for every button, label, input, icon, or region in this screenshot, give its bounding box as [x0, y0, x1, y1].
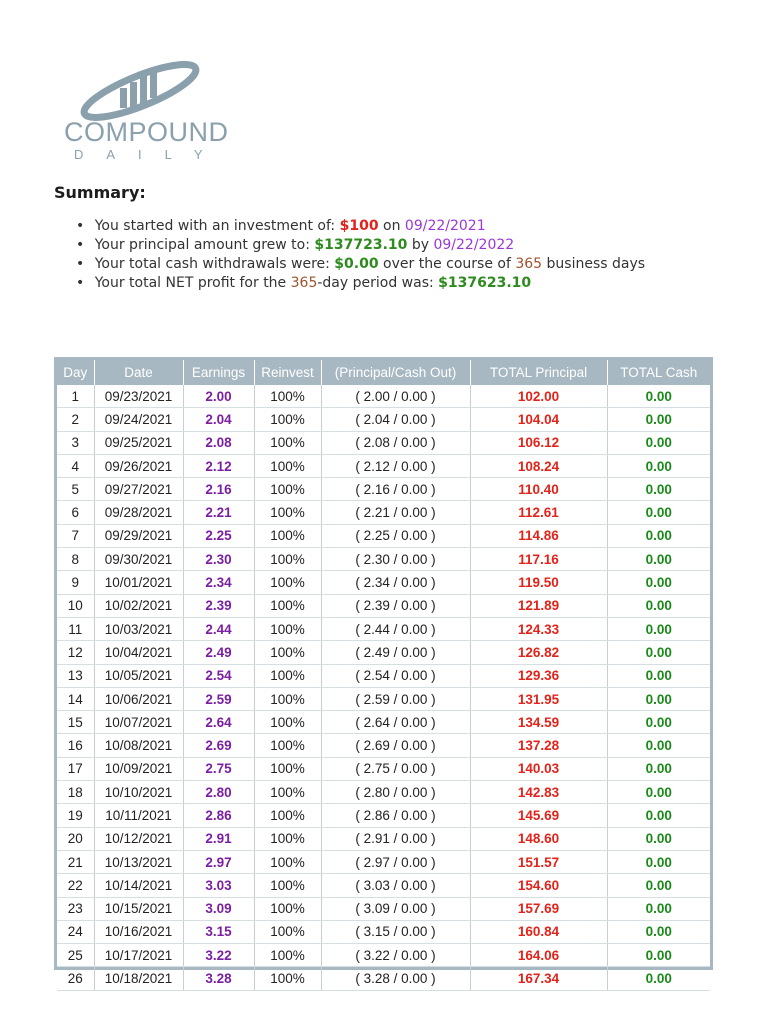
cell-total-principal: 126.82	[470, 641, 607, 664]
start-amount: $100	[339, 218, 379, 234]
table-row	[57, 478, 710, 501]
summary-text: Your total cash withdrawals were:	[94, 256, 335, 272]
cell-earnings: 3.28	[183, 967, 254, 990]
cell-principal-cash-out: ( 2.25 / 0.00 )	[321, 524, 470, 547]
cell-total-principal: 119.50	[470, 571, 607, 594]
summary-title: Summary:	[54, 183, 146, 202]
table-row	[57, 850, 710, 873]
cell-date: 09/28/2021	[94, 501, 183, 524]
cell-reinvest: 100%	[254, 408, 321, 431]
cell-reinvest: 100%	[254, 524, 321, 547]
table-row	[57, 408, 710, 431]
table-row	[57, 711, 710, 734]
cell-principal-cash-out: ( 2.16 / 0.00 )	[321, 478, 470, 501]
start-date: 09/22/2021	[404, 218, 486, 234]
cell-day: 13	[57, 664, 94, 687]
cell-date: 10/04/2021	[94, 641, 183, 664]
header-principal-cash-out: (Principal/Cash Out)	[321, 360, 470, 385]
table-row	[57, 687, 710, 710]
cell-day: 15	[57, 711, 94, 734]
cell-earnings: 2.34	[183, 571, 254, 594]
cell-date: 10/16/2021	[94, 920, 183, 943]
cell-total-cash: 0.00	[607, 594, 710, 617]
cell-principal-cash-out: ( 2.80 / 0.00 )	[321, 781, 470, 804]
summary-text: -day period was:	[317, 275, 439, 291]
cell-earnings: 2.97	[183, 850, 254, 873]
cell-date: 09/23/2021	[94, 385, 183, 408]
cell-principal-cash-out: ( 2.86 / 0.00 )	[321, 804, 470, 827]
cell-date: 10/06/2021	[94, 687, 183, 710]
cell-total-principal: 160.84	[470, 920, 607, 943]
cell-total-principal: 157.69	[470, 897, 607, 920]
end-date: 09/22/2022	[433, 237, 515, 253]
cell-date: 10/11/2021	[94, 804, 183, 827]
cell-principal-cash-out: ( 3.09 / 0.00 )	[321, 897, 470, 920]
cell-total-cash: 0.00	[607, 711, 710, 734]
header-earnings: Earnings	[183, 360, 254, 385]
cell-total-cash: 0.00	[607, 944, 710, 967]
cell-total-cash: 0.00	[607, 687, 710, 710]
final-principal: $137723.10	[314, 237, 408, 253]
cell-total-cash: 0.00	[607, 967, 710, 990]
cell-day: 6	[57, 501, 94, 524]
cell-reinvest: 100%	[254, 804, 321, 827]
cell-total-principal: 164.06	[470, 944, 607, 967]
cell-principal-cash-out: ( 2.21 / 0.00 )	[321, 501, 470, 524]
cell-earnings: 2.49	[183, 641, 254, 664]
cell-reinvest: 100%	[254, 711, 321, 734]
cell-day: 12	[57, 641, 94, 664]
cell-earnings: 2.80	[183, 781, 254, 804]
cell-day: 7	[57, 524, 94, 547]
cell-principal-cash-out: ( 2.64 / 0.00 )	[321, 711, 470, 734]
cell-earnings: 3.09	[183, 897, 254, 920]
cell-total-principal: 110.40	[470, 478, 607, 501]
cell-total-principal: 104.04	[470, 408, 607, 431]
cell-reinvest: 100%	[254, 478, 321, 501]
cell-date: 10/03/2021	[94, 617, 183, 640]
cell-principal-cash-out: ( 3.03 / 0.00 )	[321, 874, 470, 897]
table-row	[57, 897, 710, 920]
table-row	[57, 804, 710, 827]
table-row	[57, 385, 710, 408]
cell-total-principal: 106.12	[470, 431, 607, 454]
table-row	[57, 967, 710, 990]
cell-earnings: 3.03	[183, 874, 254, 897]
table-body	[57, 385, 710, 990]
cell-reinvest: 100%	[254, 757, 321, 780]
cell-date: 10/09/2021	[94, 757, 183, 780]
cell-total-cash: 0.00	[607, 408, 710, 431]
cell-principal-cash-out: ( 2.75 / 0.00 )	[321, 757, 470, 780]
cell-total-cash: 0.00	[607, 920, 710, 943]
table-row	[57, 571, 710, 594]
cell-date: 09/25/2021	[94, 431, 183, 454]
cell-earnings: 2.64	[183, 711, 254, 734]
cell-earnings: 2.39	[183, 594, 254, 617]
table-row	[57, 874, 710, 897]
cell-total-principal: 131.95	[470, 687, 607, 710]
table-row	[57, 781, 710, 804]
table-row	[57, 431, 710, 454]
cell-total-cash: 0.00	[607, 734, 710, 757]
summary-text: by	[407, 237, 434, 253]
cell-reinvest: 100%	[254, 897, 321, 920]
cell-earnings: 2.00	[183, 385, 254, 408]
cell-reinvest: 100%	[254, 967, 321, 990]
total-withdrawals: $0.00	[334, 256, 379, 272]
cell-reinvest: 100%	[254, 594, 321, 617]
cell-principal-cash-out: ( 2.04 / 0.00 )	[321, 408, 470, 431]
cell-earnings: 2.08	[183, 431, 254, 454]
cell-date: 10/02/2021	[94, 594, 183, 617]
header-reinvest: Reinvest	[254, 360, 321, 385]
cell-total-principal: 145.69	[470, 804, 607, 827]
cell-total-cash: 0.00	[607, 617, 710, 640]
logo-wordmark: COMPOUND	[64, 117, 229, 147]
cell-date: 10/07/2021	[94, 711, 183, 734]
cell-principal-cash-out: ( 2.91 / 0.00 )	[321, 827, 470, 850]
cell-total-cash: 0.00	[607, 641, 710, 664]
header-total-cash: TOTAL Cash	[607, 360, 710, 385]
cell-date: 10/18/2021	[94, 967, 183, 990]
table-row	[57, 617, 710, 640]
cell-date: 10/01/2021	[94, 571, 183, 594]
cell-day: 24	[57, 920, 94, 943]
summary-text: You started with an investment of:	[94, 218, 340, 234]
cell-total-cash: 0.00	[607, 385, 710, 408]
cell-day: 3	[57, 431, 94, 454]
cell-earnings: 2.12	[183, 454, 254, 477]
cell-day: 17	[57, 757, 94, 780]
cell-total-cash: 0.00	[607, 850, 710, 873]
cell-total-cash: 0.00	[607, 781, 710, 804]
cell-day: 8	[57, 548, 94, 571]
cell-principal-cash-out: ( 2.69 / 0.00 )	[321, 734, 470, 757]
cell-day: 16	[57, 734, 94, 757]
cell-reinvest: 100%	[254, 641, 321, 664]
cell-reinvest: 100%	[254, 874, 321, 897]
cell-reinvest: 100%	[254, 385, 321, 408]
cell-total-cash: 0.00	[607, 478, 710, 501]
cell-reinvest: 100%	[254, 850, 321, 873]
cell-earnings: 2.16	[183, 478, 254, 501]
summary-list	[76, 217, 645, 293]
cell-total-cash: 0.00	[607, 664, 710, 687]
cell-total-principal: 102.00	[470, 385, 607, 408]
table-row	[57, 524, 710, 547]
summary-item-principal	[76, 236, 645, 255]
cell-principal-cash-out: ( 2.34 / 0.00 )	[321, 571, 470, 594]
cell-day: 11	[57, 617, 94, 640]
table-row	[57, 944, 710, 967]
cell-reinvest: 100%	[254, 944, 321, 967]
table-row	[57, 548, 710, 571]
cell-date: 10/13/2021	[94, 850, 183, 873]
cell-day: 18	[57, 781, 94, 804]
table-row	[57, 454, 710, 477]
cell-reinvest: 100%	[254, 454, 321, 477]
cell-date: 10/14/2021	[94, 874, 183, 897]
cell-earnings: 2.04	[183, 408, 254, 431]
header-day: Day	[57, 360, 94, 385]
cell-reinvest: 100%	[254, 664, 321, 687]
cell-earnings: 3.15	[183, 920, 254, 943]
cell-principal-cash-out: ( 2.97 / 0.00 )	[321, 850, 470, 873]
cell-total-principal: 112.61	[470, 501, 607, 524]
cell-total-cash: 0.00	[607, 501, 710, 524]
cell-date: 10/05/2021	[94, 664, 183, 687]
summary-text: Your principal amount grew to:	[94, 237, 315, 253]
cell-total-cash: 0.00	[607, 874, 710, 897]
cell-date: 09/29/2021	[94, 524, 183, 547]
cell-date: 09/30/2021	[94, 548, 183, 571]
table-header-row	[57, 360, 710, 385]
business-days: 365	[515, 256, 543, 272]
cell-reinvest: 100%	[254, 734, 321, 757]
cell-total-principal: 154.60	[470, 874, 607, 897]
header-total-principal: TOTAL Principal	[470, 360, 607, 385]
cell-total-cash: 0.00	[607, 524, 710, 547]
cell-total-cash: 0.00	[607, 804, 710, 827]
cell-principal-cash-out: ( 2.08 / 0.00 )	[321, 431, 470, 454]
cell-earnings: 3.22	[183, 944, 254, 967]
table-row	[57, 757, 710, 780]
cell-date: 09/26/2021	[94, 454, 183, 477]
summary-text: business days	[542, 256, 646, 272]
summary-text: on	[378, 218, 405, 234]
cell-reinvest: 100%	[254, 920, 321, 943]
cell-principal-cash-out: ( 2.30 / 0.00 )	[321, 548, 470, 571]
table-row	[57, 594, 710, 617]
table-row	[57, 827, 710, 850]
table-row	[57, 664, 710, 687]
table-row	[57, 641, 710, 664]
cell-total-cash: 0.00	[607, 571, 710, 594]
cell-day: 9	[57, 571, 94, 594]
cell-earnings: 2.86	[183, 804, 254, 827]
cell-principal-cash-out: ( 2.54 / 0.00 )	[321, 664, 470, 687]
cell-earnings: 2.75	[183, 757, 254, 780]
table-row	[57, 920, 710, 943]
cell-principal-cash-out: ( 2.59 / 0.00 )	[321, 687, 470, 710]
cell-day: 22	[57, 874, 94, 897]
cell-principal-cash-out: ( 3.28 / 0.00 )	[321, 967, 470, 990]
logo-subtitle: DAILY	[74, 147, 226, 162]
cell-reinvest: 100%	[254, 827, 321, 850]
cell-total-principal: 167.34	[470, 967, 607, 990]
cell-earnings: 2.44	[183, 617, 254, 640]
cell-total-principal: 129.36	[470, 664, 607, 687]
cell-total-principal: 137.28	[470, 734, 607, 757]
cell-day: 14	[57, 687, 94, 710]
table-row	[57, 734, 710, 757]
cell-day: 5	[57, 478, 94, 501]
cell-principal-cash-out: ( 3.15 / 0.00 )	[321, 920, 470, 943]
cell-reinvest: 100%	[254, 687, 321, 710]
cell-reinvest: 100%	[254, 431, 321, 454]
cell-total-cash: 0.00	[607, 431, 710, 454]
cell-total-cash: 0.00	[607, 454, 710, 477]
cell-total-cash: 0.00	[607, 897, 710, 920]
summary-item-profit	[76, 274, 645, 293]
cell-reinvest: 100%	[254, 548, 321, 571]
cell-total-cash: 0.00	[607, 548, 710, 571]
cell-earnings: 2.21	[183, 501, 254, 524]
cell-day: 20	[57, 827, 94, 850]
cell-principal-cash-out: ( 2.44 / 0.00 )	[321, 617, 470, 640]
cell-total-principal: 114.86	[470, 524, 607, 547]
period-days: 365	[290, 275, 318, 291]
cell-total-principal: 148.60	[470, 827, 607, 850]
cell-date: 10/15/2021	[94, 897, 183, 920]
cell-principal-cash-out: ( 3.22 / 0.00 )	[321, 944, 470, 967]
table-row	[57, 501, 710, 524]
header-date: Date	[94, 360, 183, 385]
cell-day: 21	[57, 850, 94, 873]
cell-total-principal: 124.33	[470, 617, 607, 640]
cell-date: 10/10/2021	[94, 781, 183, 804]
cell-principal-cash-out: ( 2.12 / 0.00 )	[321, 454, 470, 477]
cell-day: 23	[57, 897, 94, 920]
cell-date: 10/17/2021	[94, 944, 183, 967]
cell-day: 2	[57, 408, 94, 431]
cell-day: 4	[57, 454, 94, 477]
cell-total-cash: 0.00	[607, 827, 710, 850]
cell-date: 10/12/2021	[94, 827, 183, 850]
cell-total-principal: 151.57	[470, 850, 607, 873]
cell-principal-cash-out: ( 2.39 / 0.00 )	[321, 594, 470, 617]
cell-reinvest: 100%	[254, 501, 321, 524]
summary-text: over the course of	[378, 256, 516, 272]
cell-reinvest: 100%	[254, 781, 321, 804]
cell-reinvest: 100%	[254, 617, 321, 640]
cell-principal-cash-out: ( 2.49 / 0.00 )	[321, 641, 470, 664]
cell-earnings: 2.54	[183, 664, 254, 687]
cell-principal-cash-out: ( 2.00 / 0.00 )	[321, 385, 470, 408]
cell-earnings: 2.59	[183, 687, 254, 710]
cell-day: 26	[57, 967, 94, 990]
cell-earnings: 2.91	[183, 827, 254, 850]
compound-table	[54, 357, 713, 987]
summary-item-investment	[76, 217, 645, 236]
summary-text: Your total NET profit for the	[94, 275, 291, 291]
cell-total-principal: 140.03	[470, 757, 607, 780]
cell-date: 10/08/2021	[94, 734, 183, 757]
cell-day: 10	[57, 594, 94, 617]
cell-earnings: 2.25	[183, 524, 254, 547]
cell-date: 09/24/2021	[94, 408, 183, 431]
cell-total-principal: 142.83	[470, 781, 607, 804]
cell-earnings: 2.30	[183, 548, 254, 571]
cell-total-principal: 117.16	[470, 548, 607, 571]
cell-total-cash: 0.00	[607, 757, 710, 780]
cell-day: 25	[57, 944, 94, 967]
cell-day: 1	[57, 385, 94, 408]
net-profit: $137623.10	[438, 275, 532, 291]
cell-total-principal: 121.89	[470, 594, 607, 617]
summary-item-withdrawals	[76, 255, 645, 274]
cell-reinvest: 100%	[254, 571, 321, 594]
cell-date: 09/27/2021	[94, 478, 183, 501]
cell-total-principal: 108.24	[470, 454, 607, 477]
cell-total-principal: 134.59	[470, 711, 607, 734]
cell-day: 19	[57, 804, 94, 827]
cell-earnings: 2.69	[183, 734, 254, 757]
